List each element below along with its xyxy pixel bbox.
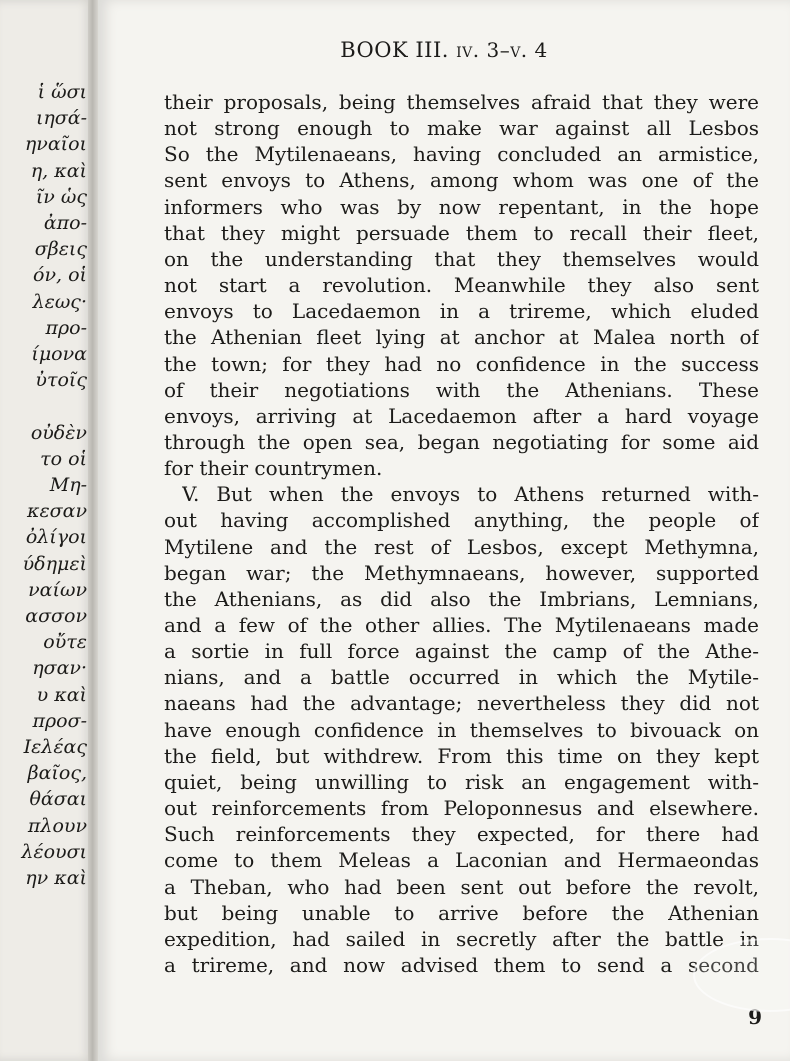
text-line: envoys, arriving at Lacedaemon after a hard voyage — [164, 403, 759, 428]
text-line: out reinforcements from Peloponnesus and elsewhere. — [164, 796, 759, 821]
greek-line: ἀπο- — [43, 212, 87, 234]
greek-line: ην καὶ — [25, 867, 87, 889]
text-line: the Athenian fleet lying at anchor at Malea north of — [164, 325, 759, 350]
greek-line: λεως· — [32, 290, 87, 313]
text-line: a Theban, who had been sent out before the revolt, — [164, 874, 759, 899]
text-line: sent envoys to Athens, among whom was one of the — [164, 168, 759, 193]
book-gutter — [88, 0, 98, 1061]
text-line: of their negotiations with the Athenians. These — [164, 377, 759, 402]
text-line: the field, but withdrew. From this time on they kept — [164, 743, 759, 768]
greek-line: ίμονα — [31, 343, 87, 365]
greek-line: το οἱ — [40, 447, 87, 470]
greek-line: όν, οἱ — [33, 264, 87, 287]
greek-line: πλουν — [27, 814, 87, 837]
running-head — [98, 38, 790, 62]
book-title: BOOK III. — [340, 38, 449, 62]
text-line: have enough confidence in themselves to bivouack on — [164, 717, 759, 742]
greek-line: Μη- — [49, 474, 87, 496]
greek-line: βαῖος, — [27, 762, 87, 785]
greek-line: ὐτοῖς — [35, 369, 87, 392]
text-line: not start a revolution. Meanwhile they also sent — [164, 273, 759, 298]
text-line: began war; the Methymnaeans, however, supported — [164, 560, 759, 585]
text-line: out having accomplished anything, the people of — [164, 508, 759, 533]
greek-line: προσ- — [32, 709, 87, 732]
greek-line: ῖν ὡς — [35, 185, 87, 208]
greek-line: σβεις — [34, 238, 87, 261]
facing-page-greek — [0, 0, 93, 1061]
greek-line: οὐδὲν — [30, 421, 87, 444]
text-line: for their countrymen. — [164, 456, 383, 481]
greek-line: ιησά- — [35, 107, 87, 130]
text-line: V. But when the envoys to Athens returned with- — [182, 482, 759, 507]
page-english — [98, 0, 790, 1061]
text-line: not strong enough to make war against all Lesbos — [164, 116, 759, 141]
text-line: the Athenians, as did also the Imbrians, Lemnians, — [164, 586, 759, 611]
greek-line: οὔτε — [43, 631, 87, 654]
text-line: So the Mytilenaeans, having concluded an armistice, — [164, 142, 759, 167]
text-line: on the understanding that they themselves would — [164, 246, 759, 271]
text-line: a trireme, and now advised them to send a second — [164, 952, 759, 977]
greek-line: υ καὶ — [36, 683, 87, 706]
greek-line: θάσαι — [29, 788, 87, 811]
greek-line: ἱ ὥσι — [37, 81, 87, 103]
text-line: nians, and a battle occurred in which the Mytile- — [164, 665, 759, 690]
text-line: through the open sea, began negotiating for some aid — [164, 429, 759, 454]
text-line: the town; for they had no confidence in the success — [164, 351, 759, 376]
greek-line: ηναῖοι — [24, 133, 87, 156]
text-line: that they might persuade them to recall their fleet, — [164, 220, 759, 245]
text-line: naeans had the advantage; nevertheless they did not — [164, 691, 759, 716]
greek-line: η, καὶ — [30, 159, 87, 182]
text-line: informers who was by now repentant, in the hope — [164, 194, 759, 219]
greek-line: ασσον — [25, 605, 87, 627]
greek-line: ὀλίγοι — [25, 526, 87, 549]
text-line: Mytilene and the rest of Lesbos, except Methymna, — [164, 534, 759, 559]
text-line: Such reinforcements they expected, for there had — [164, 822, 759, 847]
greek-line: ναίων — [28, 578, 87, 601]
greek-line: ησαν· — [32, 657, 87, 680]
text-line: come to them Meleas a Laconian and Hermaeondas — [164, 848, 759, 873]
greek-line: Ιελέας — [23, 736, 87, 758]
greek-line: λέουσι — [21, 840, 87, 863]
section-range: iv. 3–v. 4 — [456, 38, 548, 62]
text-line: their proposals, being themselves afraid that they were — [164, 90, 759, 114]
text-line: but being unable to arrive before the Athenian — [164, 900, 759, 925]
text-line: a sortie in full force against the camp of the Athe- — [164, 639, 759, 664]
greek-line: προ- — [45, 316, 87, 339]
page-number: 9 — [748, 1005, 762, 1029]
greek-line: ύδημεὶ — [22, 552, 87, 575]
text-line: envoys to Lacedaemon in a trireme, which eluded — [164, 299, 759, 324]
greek-line: κεσαν — [26, 500, 87, 523]
text-line: and a few of the other allies. The Mytilenaeans made — [164, 613, 759, 637]
text-line: quiet, being unwilling to risk an engagement with- — [164, 769, 759, 794]
text-line: expedition, had sailed in secretly after the battle in — [164, 926, 759, 951]
